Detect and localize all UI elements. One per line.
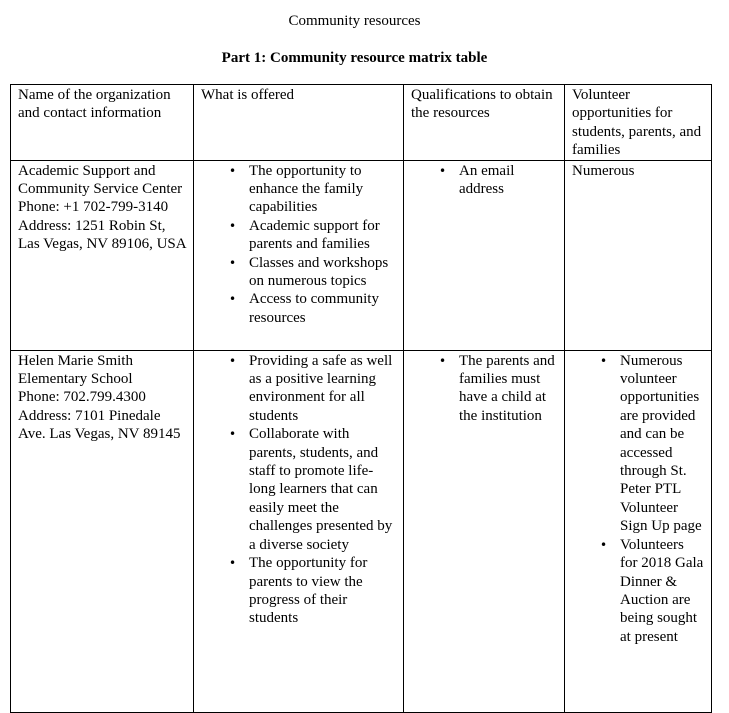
- table-row: [11, 160, 712, 350]
- header-organization: Name of the organization and contact information: [11, 85, 194, 161]
- list-item: • Volunteers for 2018 Gala Dinner & Auction are being sought at present: [572, 536, 705, 646]
- list-item: • Providing a safe as well as a positive learning environment for all students: [201, 352, 397, 426]
- organization-phone: Phone: +1 702-799-3140: [18, 199, 169, 216]
- organization-address: Address: 1251 Robin St, Las Vegas, NV 89106, USA: [18, 217, 187, 253]
- offered-cell: [194, 160, 404, 350]
- qualifications-cell: [404, 160, 565, 350]
- qualifications-list: [411, 352, 558, 426]
- offered-cell: [194, 350, 404, 712]
- organization-name: Helen Marie Smith Elementary School: [18, 352, 133, 388]
- header-qualifications: Qualifications to obtain the resources: [404, 85, 565, 161]
- part-heading: Part 1: Community resource matrix table: [221, 50, 488, 66]
- list-item: • Collaborate with parents, students, and staff to promote life-long learners that can easily meet the challenges presented by a diverse society: [201, 425, 397, 554]
- community-resource-matrix-table: [10, 84, 712, 713]
- list-item: • Classes and workshops on numerous topics: [201, 254, 397, 291]
- list-item: • The parents and families must have a child at the institution: [411, 352, 558, 426]
- list-item: • The opportunity for parents to view the progress of their students: [201, 554, 397, 628]
- offered-list: [201, 352, 397, 628]
- qualifications-cell: [404, 350, 565, 712]
- header-what-is-offered: What is offered: [194, 85, 404, 161]
- organization-cell: [11, 160, 194, 350]
- organization-address: Address: 7101 Pinedale Ave. Las Vegas, NV 89145: [18, 407, 181, 443]
- volunteer-cell: [565, 350, 712, 712]
- organization-phone: Phone: 702.799.4300: [18, 389, 146, 406]
- volunteer-list: [572, 352, 705, 647]
- list-item: • Academic support for parents and families: [201, 217, 397, 254]
- volunteer-cell: Numerous: [565, 160, 712, 350]
- document-title: Community resources: [288, 13, 421, 29]
- organization-cell: [11, 350, 194, 712]
- header-volunteer-opportunities: Volunteer opportunities for students, parents, and families: [565, 85, 712, 161]
- offered-list: [201, 162, 397, 328]
- list-item: • An email address: [411, 162, 558, 199]
- table-header-row: [11, 85, 712, 161]
- table-row: [11, 350, 712, 712]
- list-item: • Numerous volunteer opportunities are provided and can be accessed through St. Peter PTL Volunteer Sign Up page: [572, 352, 705, 536]
- list-item: • The opportunity to enhance the family capabilities: [201, 162, 397, 217]
- qualifications-list: [411, 162, 558, 199]
- list-item: • Access to community resources: [201, 290, 397, 327]
- organization-name: Academic Support and Community Service Center: [18, 162, 183, 198]
